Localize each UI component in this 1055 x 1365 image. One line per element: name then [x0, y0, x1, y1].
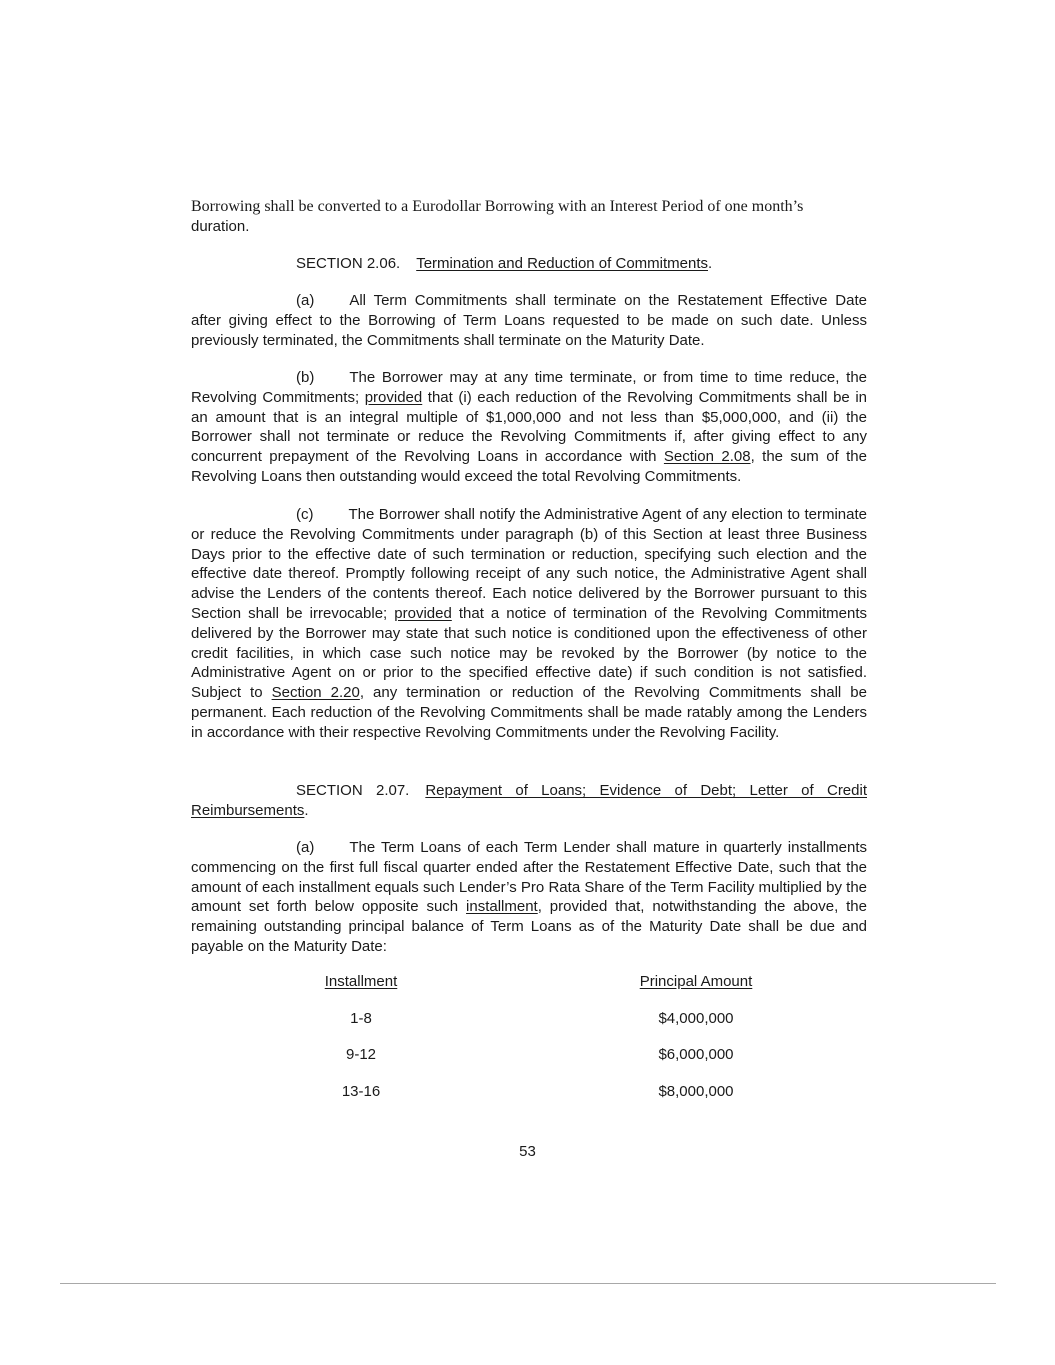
footer-divider [60, 1283, 996, 1284]
provided-term: provided [364, 388, 423, 406]
para-label: (a) [296, 292, 315, 309]
installment-column-header: Installment [324, 973, 398, 990]
section-2-06-para-a [191, 291, 867, 350]
principal-amount-column-header: Principal Amount [639, 973, 753, 990]
table-header-row [191, 973, 867, 993]
principal-amount-cell: $6,000,000 [658, 1046, 734, 1063]
table-row [191, 1083, 867, 1103]
section-2-20-reference: Section 2.20 [271, 684, 360, 702]
intro-line-2: duration. [191, 217, 250, 235]
section-2-06-para-b: (b) The Borrower may at any time terminate, or from time to time reduce, the Revolving Commitments; provided that (i) each reduction of the Revolving Commitments shall be in an amount that is an integral multiple of $1,000,000 and not less than $5,000,000, and (ii) the Borrower shall not terminate or reduce the Revolving Commitments if, after giving effect to any concurrent prepayment of the Revolving Loans in accordance with Section 2.08, the sum of the Revolving Loans then outstanding would exceed the total Revolving Commitments. [191, 369, 867, 485]
para-label: (c) [296, 506, 314, 523]
installment-cell: 13-16 [341, 1083, 381, 1100]
page-number: 53 [519, 1143, 536, 1160]
intro-line-1: Borrowing shall be converted to a Eurodollar Borrowing with an Interest Period of one month’s [191, 198, 804, 215]
installment-term: installment [466, 898, 538, 916]
section-2-06-number: SECTION 2.06. [296, 255, 401, 272]
section-2-08-reference: Section 2.08 [663, 448, 751, 466]
section-2-07-para-a: (a) The Term Loans of each Term Lender shall mature in quarterly installments commencing on the first full fiscal quarter ended after the Restatement Effective Date, such that the amount of each installment equals such Lender’s Pro Rata Share of the Term Facility multiplied by the amount set forth below opposite such installment, provided that, notwithstanding the above, the remaining outstanding principal balance of Term Loans as of the Maturity Date shall be due and payable on the Maturity Date: [191, 839, 867, 955]
table-row [191, 1010, 867, 1030]
section-2-07-number: SECTION 2.07. [296, 782, 410, 799]
section-2-07-heading: SECTION 2.07. Repayment of Loans; Evidence of Debt; Letter of Credit Reimbursements. [191, 782, 867, 819]
para-text: All Term Commitments shall terminate on the Restatement Effective Date after giving effect to the Borrowing of Term Loans requested to be made on such date. Unless previously terminated, the Commitments shall terminate on the Maturity Date. [191, 292, 867, 349]
section-2-07-title: Repayment of Loans; Evidence of Debt; Letter of Credit Reimbursements [191, 782, 867, 819]
installment-cell: 1-8 [350, 1010, 372, 1027]
table-row [191, 1046, 867, 1066]
principal-amount-cell: $4,000,000 [658, 1010, 734, 1027]
section-2-06-title: Termination and Reduction of Commitments [416, 255, 708, 272]
section-2-06-para-c: (c) The Borrower shall notify the Administrative Agent of any election to terminate or reduce the Revolving Commitments under paragraph (b) of this Section at least three Business Days prior to the effective date of such termination or reduction, specifying such election and the effective date thereof. Promptly following receipt of any such notice, the Administrative Agent shall advise the Lenders of the contents thereof. Each notice delivered by the Borrower pursuant to this Section shall be irrevocable; provided that a notice of termination of the Revolving Commitments delivered by the Borrower may state that such notice is conditioned upon the effectiveness of other credit facilities, in which case such notice may be revoked by the Borrower (by notice to the Administrative Agent on or prior to the specified effective date) if such condition is not satisfied. Subject to Section 2.20, any termination or reduction of the Revolving Commitments shall be permanent. Each reduction of the Revolving Commitments shall be made ratably among the Lenders in accordance with their respective Revolving Commitments under the Revolving Facility. [191, 506, 867, 741]
provided-term: provided [394, 604, 452, 622]
principal-amount-cell: $8,000,000 [658, 1083, 734, 1100]
intro-paragraph [191, 197, 867, 237]
section-2-06-heading: SECTION 2.06. Termination and Reduction of Commitments. [296, 255, 713, 272]
installment-cell: 9-12 [345, 1046, 377, 1063]
para-label: (b) [296, 369, 315, 386]
para-label: (a) [296, 839, 315, 856]
